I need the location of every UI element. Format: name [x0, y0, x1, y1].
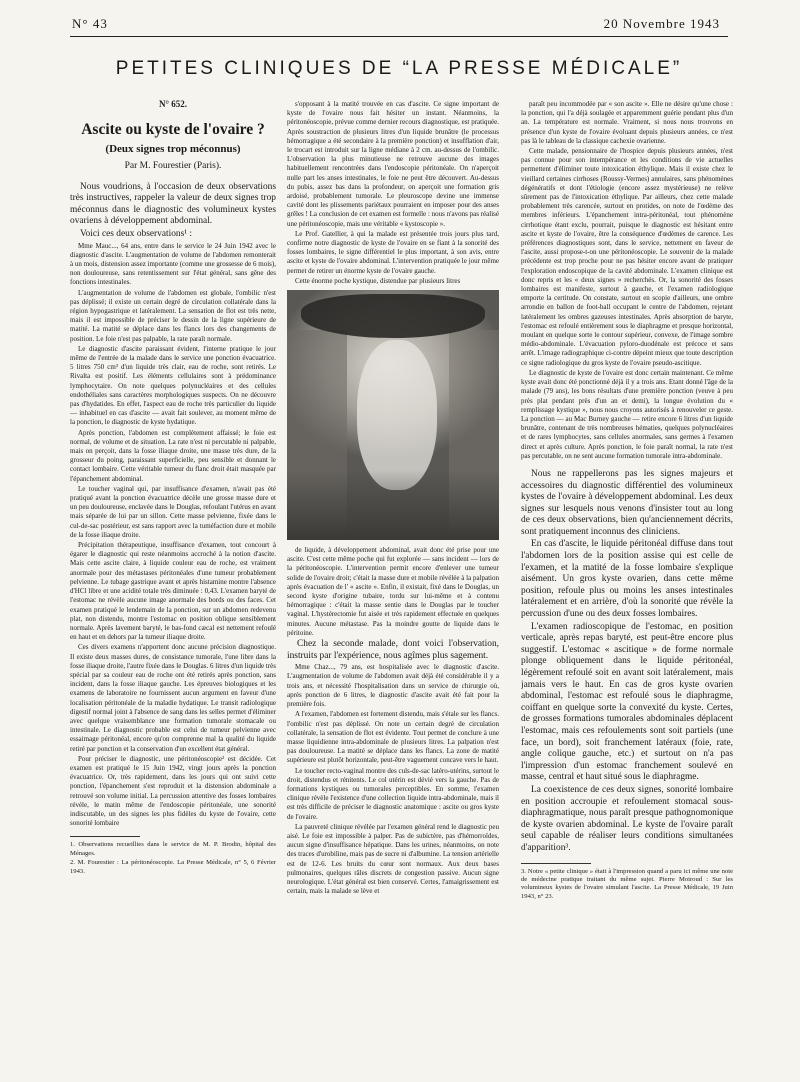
footnote: 1. Observations recueillies dans le service de M. P. Brodin, hôpital des Ménages. [70, 841, 276, 857]
paragraph: Le toucher recto-vaginal montre des culs-de-sac latéro-utérins, surtout le droit, distendus et rénitents. Le col utérin est dévié vers la gauche. Pas de formations kystiques ou tumorales perceptibles. En somme, l'examen clinique révèle l'existence d'une collection liquide intra-abdominale, mais il est très difficile de préciser le diagnostic anatomique : ascite ou gros kyste de l'ovaire. [287, 766, 499, 821]
paragraph: L'augmentation de volume de l'abdomen est globale, l'ombilic n'est pas déplissé; il existe un certain degré de circulation collatérale dans la région hypogastrique et latéralement. La sensation de flot est très nette, mais il est impossible de préciser le dessin de la ligne supérieure de matité. La matité se déplace dans les flancs lors des changements de position. Le foie n'est pas palpable, la rate paraît normale. [70, 288, 276, 343]
intro-paragraph: Nous voudrions, à l'occasion de deux observations très instructives, rappeler la valeur de deux signes trop méconnus dans le diagnostic des volumineux kystes ovariens à développement abdominal. [70, 181, 276, 227]
paragraph: Ces divers examens n'apportent donc aucune précision diagnostique. Il existe deux masses dures, de consistance tumorale, l'une libre dans la fosse iliaque droite, l'autre fixée dans le Douglas. 6 litres d'un liquide très spécial par sa couleur eau de roche ont été retirés après ponction, sans incident, dans la fosse iliaque gauche. Les épreuves biologiques et les examens de laboratoire ne fournissent aucun argument en faveur d'une localisation péritonéale de la maladie hydatique. Le transit radiologique digestif normal joint à l'absence de sang dans les selles permet d'éliminer avec quelque vraisemblance une formation tumorale stomacale ou intestinale. Le diagnostic probable est celui de tumeur pelvienne avec essaimage péritonéal, encore qu'on comprenne mal la qualité du liquide retiré par ponction et la conservation d'un excellent état général. [70, 643, 276, 753]
transition-block [287, 639, 499, 662]
footnote: 3. Notre « petite clinique » était à l'impression quand a paru ici même une note de médecine pratique traitant du même sujet. Pierre Moiroud : Sur les volumineux kystes de l'ovaire simulant l'ascite. La Presse Médicale, 19 Juin 1943, n° 23. [521, 867, 733, 900]
article-title: Ascite ou kyste de l'ovaire ? [81, 121, 265, 139]
paragraph: de liquide, à développement abdominal, avait donc été prise pour une ascite. C'est cette même poche qui fut explorée — sans incident — lors de la péritonéoscopie. L'intervention permit encore d'enlever une tumeur solide de l'ovaire droit; c'était la masse dure et mobile révélée à la palpation après évacuation de l' « ascite ». Enfin, il existait, fixé dans le Douglas, un second kyste d'origine tubaire, tordu sur lui-même et à contenu hémorragique : c'était la masse sentie dans le Douglas par le toucher vaginal. L'hystérectomie fut aisée et très rapidement effectuée en quelques minutes. Aucune métastase. Pas la moindre goutte de liquide dans le péritoine. [287, 546, 499, 637]
paragraph: Chez la seconde malade, dont voici l'observation, instruits par l'expérience, nous agîmes plus sagement. [287, 639, 499, 661]
paragraph: Pour préciser le diagnostic, une péritonéoscopie² est décidée. Cet examen est pratiqué le 15 Juin 1942, vingt jours après la ponction évacuatrice. Or, très rapidement, dans les jours qui ont suivi cette ponction, l'épanchement s'est reproduit et la distension abdominale a retrouvé son volume initial. La percussion attentive des fosses lombaires révèle, le matin même de l'endoscopie péritonéale, une sonorité indiscutable, un des signes les plus fidèles du kyste de l'ovaire, cette sonorité lombaire [70, 754, 276, 828]
paragraph: A l'examen, l'abdomen est fortement distendu, mais s'étale sur les flancs. l'ombilic n'est pas déplissé. On note un certain degré de circulation collatérale, la sensation de flot est évidente. Tout permet de conclure à une masse liquidienne intra-abdominale de plusieurs litres. La palpation n'est pas douloureuse. La matité se déplace dans les flancs. La zone de matité supérieure est plutôt horizontale, peut-être vaguement concave vers le haut. [287, 710, 499, 765]
discussion-block [521, 469, 733, 855]
case-1-text [70, 242, 276, 829]
column-2 [287, 100, 499, 1060]
footnote-rule [521, 863, 591, 864]
issue-date: 20 Novembre 1943 [603, 16, 720, 31]
paragraph: paraît peu incommodée par « son ascite ». Elle ne désire qu'une chose : la ponction, qui l'a déjà soulagée et apparemment guérie pendant plus d'un an. La température est normale. Vraiment, si nous nous trouvons en présence d'un kyste de l'ovaire évoluant depuis plusieurs années, ce n'est pas là le tableau de la classique cachexie ovarienne. [521, 100, 733, 145]
paragraph: La pauvreté clinique révélée par l'examen général rend le diagnostic peu aisé. Le foie est impossible à palper. Pas de subictère, pas d'hémorroïdes, aucun signe d'insuffisance hépatique. Dans les urines, néanmoins, on note des traces d'urobiline, mais pas de sucre ni d'albumine. La tension artérielle est de 12-6. Les bruits du cœur sont normaux. Aux deux bases pulmonaires, quelques râles discrets de congestion passive. Aucun signe neurologique. L'état général est bien conservé. Certes, l'amaigrissement est certain, mais la malade se lève et [287, 822, 499, 896]
paragraph: Le Prof. Gatellier, à qui la malade est présentée trois jours plus tard, confirme notre diagnostic de kyste de l'ovaire en se fiant à la sonorité des fosses lombaires, le signe différentiel le plus important, à son avis, entre ascite et kyste de l'ovaire abdominal. L'intervention pratiquée le jour même permet de retirer un énorme kyste de l'ovaire gauche. [287, 229, 499, 275]
paragraph: Après ponction, l'abdomen est complètement affaissé; le foie est normal, de volume et de situation. La rate n'est ni percutable ni palpable, mais on perçoit, dans la fosse iliaque droite, une masse très dure, de la grosseur du poing, paraissant superficielle, peu sensible et donnant le contact lombaire. Cette véritable tumeur du flanc droit était masquée par l'épanchement abdominal. [70, 428, 276, 483]
paragraph: Cette énorme poche kystique, distendue par plusieurs litres [295, 276, 461, 285]
column-3 [521, 100, 733, 1060]
intro-paragraph: Voici ces deux observations¹ : [80, 228, 192, 239]
intro-block [70, 182, 276, 241]
paragraph: La coexistence de ces deux signes, sonorité lombaire en position accroupie et refoulement stomacal sous-diaphragmatique, nous paraît presque pathognomonique de kyste ovarien abdominal. Le kyste de l'ovaire paraît seul capable de réaliser leurs conditions simultanées d'apparition³. [521, 784, 733, 853]
paragraph: L'examen radioscopique de l'estomac, en position verticale, après repas baryté, est peut-être encore plus suggestif. L'estomac « ascitique » de forme normale plonge obliquement dans le liquide péritonéal, légèrement refoulé soit en avant soit latéralement, mais jamais vers le haut. En cas de gros kyste ovarien abdominal, l'estomac est refoulé sous le diaphragme, coiffant en quelque sorte la convexité du kyste. Certes, de grosses formations tumorales abdominales déplacent l'estomac, mais ces refoulements sont soit partiels (une face, un bord), soit franchement latéraux (foie, rate, angle colique gauche, etc.) et surtout on n'a pas l'impression d'un estomac franchement soulevé en masse, central et haut situé sous le diaphragme. [521, 621, 733, 783]
footnote: 2. M. Fourestier : La péritonéoscopie. La Presse Médicale, n° 5, 6 Février 1943. [70, 859, 276, 875]
paragraph: Nous ne rappellerons pas les signes majeurs et accessoires du diagnostic différentiel des volumineux kystes de l'ovaire à développement abdominal. Les deux signes sur lesquels nous venons d'insister tout au long de ces deux observations, bien qu'anciennement décrits, sont pratiquement inconnus des cliniciens. [521, 468, 733, 537]
column-1 [70, 100, 276, 1060]
paragraph: Le diagnostic de kyste de l'ovaire est donc certain maintenant. Ce même kyste avait donc été ponctionné déjà il y a trois ans. Etant donné l'âge de la malade (79 ans), les bons résultats d'une première ponction (veuve à peu près plat pendant près d'un an et demi), la longue évolution du « remplissage kystique », nous nous croyons autorisés à renouveler ce geste. La ponction — au Mac Burney gauche — retire encore 6 litres d'un liquide brunâtre, contenant de très nombreuses hématies, quelques polynucléaires et de rares lymphocytes, sans cellules anormales, sans germes à l'examen direct et après culture. Après ponction, le foie paraît normal, la rate n'est pas percutable, on ne sent aucune formation tumorale intra-abdominale. [521, 368, 733, 460]
paragraph: Mme Chaz..., 79 ans, est hospitalisée avec le diagnostic d'ascite. L'augmentation de volume de l'abdomen avait déjà été considérable il y a trois ans, et nécessité l'hospitalisation dans un service de chirurgie où, après ponction de 6 litres, le diagnostic d'ascite avait été fait pour la première fois. [287, 663, 499, 709]
article-number: N° 652. [158, 100, 188, 109]
paragraph: Le toucher vaginal qui, par insuffisance d'examen, n'avait pas été pratiqué avant la ponction évacuatrice décèle une grosse masse dure et un peu douloureuse, enclavée dans le Douglas, refoulant l'utérus en avant mais séparée de lui par un sillon. Cette masse pelvienne, fixée dans le cul-de-sac postérieur, est sans rapport avec la tuméfaction dure et mobile de la fosse iliaque droite. [70, 484, 276, 539]
issue-number: N° 43 [72, 16, 108, 31]
header-rule [70, 36, 728, 37]
paragraph: s'opposant à la matité trouvée en cas d'ascite. Ce signe important de kyste de l'ovaire nous fait hésiter un instant. Néanmoins, la péritonéoscopie, prévue comme dernier recours diagnostique, est pratiquée. Après soustraction de plusieurs litres d'un liquide brunâtre (le processus hémorragique a été secondaire à la première ponction) et insufflation d'air, le trocart est introduit sur la ligne médiane à 2 cm. au-dessus de l'ombilic. L'observation la plus minutieuse ne retrouve aucune des images habituellement rencontrées dans l'endoscopie péritonéale. On n'aperçoit nulle part les anses intestinales, le foie ne peut être découvert. Au-dessus du pubis, assez bas dans la profondeur, on aperçoit une formation gris ardoisé, probablement tumorale. Le pleuroscope devine une immense cavité dont les plissements pariétaux pourraient en imposer pour des anses grêles ! La conclusion de cet examen est formelle : nous n'avons pas réalisé une péritonéoscopie, mais une véritable « kystoscopie ». [287, 100, 499, 228]
radiograph-image [287, 290, 499, 540]
article-byline: Par M. Fourestier (Paris). [124, 161, 222, 172]
article-subtitle: (Deux signes trop méconnus) [105, 143, 241, 156]
paragraph: En cas d'ascite, le liquide péritonéal diffuse dans tout l'abdomen lors de la position assise qui est celle de l'examen, et la matité de la fosse lombaire s'explique aisément. Un gros kyste ovarien, dans cette même position, refoule plus ou moins les anses intestinales latéralement et en arrière, d'où la sonorité que révèle la percussion d'une ou des deux fosses lombaires. [521, 539, 733, 620]
paragraph: Cette malade, pensionnaire de l'hospice depuis plusieurs années, n'est pas connue pour son intempérance et les conditions de vie actuelles permettent d'éliminer toute intoxication éthylique. Mais il existe chez le vieillard certaines cirrhoses (Roussy-Vermes) annulaires, sans phénomènes dégénératifs et dont l'étiologie (encore assez mystérieuse) ne relève sûrement pas de l'intoxication éthylique. Par ailleurs, chez cette malade probablement très carencée, surtout en protides, on note de l'œdème des membres inférieurs. L'épanchement intra-péritonéal, tout phénomène cirrhotique étant exclu, pourrait, puisque le diagnostic est hésitant entre ascite et kyste de l'ovaire, être la conséquence d'œdèmes de carence. Les préférences diagnostiques sont, dans le service, nettement en faveur de l'ascite, aussi propose-t-on une péritonéoscopie. Le souvenir de la malade précédente est trop proche pour ne pas hésiter encore avant de pratiquer l'exploration endoscopique de la cavité abdominale. L'examen clinique est donc repris et les « deux signes » recherchés. Or, la sonorité des fosses lombaires est manifeste, surtout à gauche, et l'examen radiologique emporte la certitude. On constate, surtout en scopie d'ailleurs, une ombre arrondie en ballon de foot-ball occupant le centre de l'abdomen, rejetant latéralement les ombres gazeuses intestinales. Après absorption de baryte, l'estomac est refoulé entièrement sous le diaphragme et presque horizontal, moulant en quelque sorte le contour supérieur, convexe, de l'image sombre médio-abdominale. L'évacuation pyloro-duodénale est précoce et sans arrêt. L'image radiographique ci-contre dépeint mieux que toute description ce signe radiologique du gros kyste de l'ovaire pseudo-ascitique. [521, 147, 733, 367]
paragraph: Précipitation thérapeutique, insuffisance d'examen, tout concourt à égarer le diagnostic qui reste néanmoins accroché à la notion d'ascite. Mais cette ascite claire, à liquide couleur eau de roche, est vraiment anormale pour des métastases péritonéales d'une tumeur probablement pelvienne. Le tubage gastrique avant et après histamine montre l'absence d'HCl libre et une acidité totale très diminuée : 0,43. L'examen baryté de l'estomac ne révèle aucune image anormale des bords ou des faces. Cet examen pratiqué le lendemain de la ponction, sur un abdomen redevenu plat, non distendu, montre l'estomac en position oblique sensiblement normale. Après lavement baryté, le bas-fond cæcal est nettement refoulé en haut et en dehors par la tumeur iliaque droite. [70, 541, 276, 642]
footnote-rule [70, 836, 140, 837]
paragraph: Le diagnostic d'ascite paraissant évident, l'interne pratique le jour même de l'entrée de la malade dans le service une ponction évacuatrice. 5 litres 750 cm³ d'un liquide très clair, eau de roche, sont retirés. Le Rivalta est positif. Les éléments cellulaires sont à prédominance lymphocytaire. On note quelques polynucléaires et des cellules endothéliales sans caractères morphologiques suspects. On ne découvre pas d'hydatides. En effet, l'aspect eau de roche très particulier du liquide — inhabituel en cas d'ascite — avait fait soulever, au moment même de la ponction, le diagnostic de kyste hydatique. [70, 344, 276, 427]
paragraph: Mme Mauc..., 64 ans, entre dans le service le 24 Juin 1942 avec le diagnostic d'ascite. L'augmentation de volume de l'abdomen remonterait à un mois, distension assez importante (comme une grossesse de 6 mois), non douloureuse, sans retentissement sur l'état général, sans gêne des fonctions intestinales. [70, 241, 276, 287]
section-banner: PETITES CLINIQUES DE “LA PRESSE MÉDICALE” [115, 58, 683, 79]
